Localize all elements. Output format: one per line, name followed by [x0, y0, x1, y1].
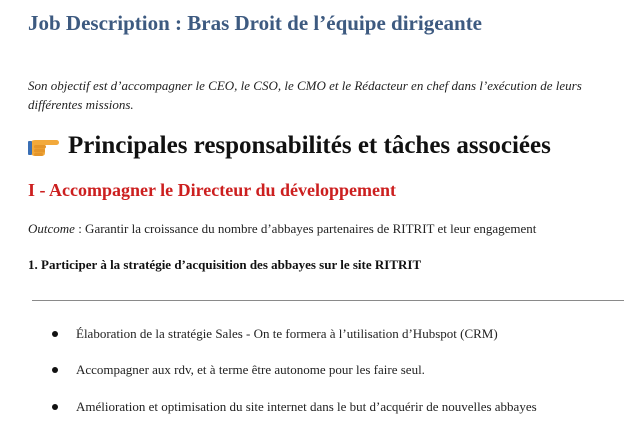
section-heading-text: Principales responsabilités et tâches associées	[68, 132, 551, 159]
task-heading: 1. Participer à la stratégie d’acquisition des abbayes sur le site RITRIT	[28, 257, 422, 272]
bullet-icon	[52, 404, 58, 410]
outcome-label: Outcome	[28, 221, 75, 236]
document-title: Job Description : Bras Droit de l’équipe dirigeante	[28, 11, 483, 35]
bullet-icon	[52, 331, 58, 337]
outcome-line	[28, 221, 536, 237]
list-item	[52, 326, 498, 342]
horizontal-divider	[32, 300, 624, 301]
list-item	[52, 362, 425, 378]
bullet-icon	[52, 367, 58, 373]
list-item-text: Amélioration et optimisation du site internet dans le but d’acquérir de nouvelles abbayes	[76, 399, 537, 414]
outcome-text: : Garantir la croissance du nombre d’abbayes partenaires de RITRIT et leur engagement	[74, 221, 537, 236]
section-heading	[28, 132, 551, 160]
list-item	[52, 399, 537, 415]
intro-paragraph: Son objectif est d’accompagner le CEO, le CSO, le CMO et le Rédacteur en chef dans l’exécution de leurs différentes missions.	[28, 78, 582, 112]
list-item-text: Élaboration de la stratégie Sales - On te formera à l’utilisation d’Hubspot (CRM)	[76, 326, 498, 341]
pointing-right-hand-icon	[28, 134, 60, 158]
sub-heading: I - Accompagner le Directeur du développement	[28, 180, 396, 200]
list-item-text: Accompagner aux rdv, et à terme être autonome pour les faire seul.	[76, 362, 425, 377]
